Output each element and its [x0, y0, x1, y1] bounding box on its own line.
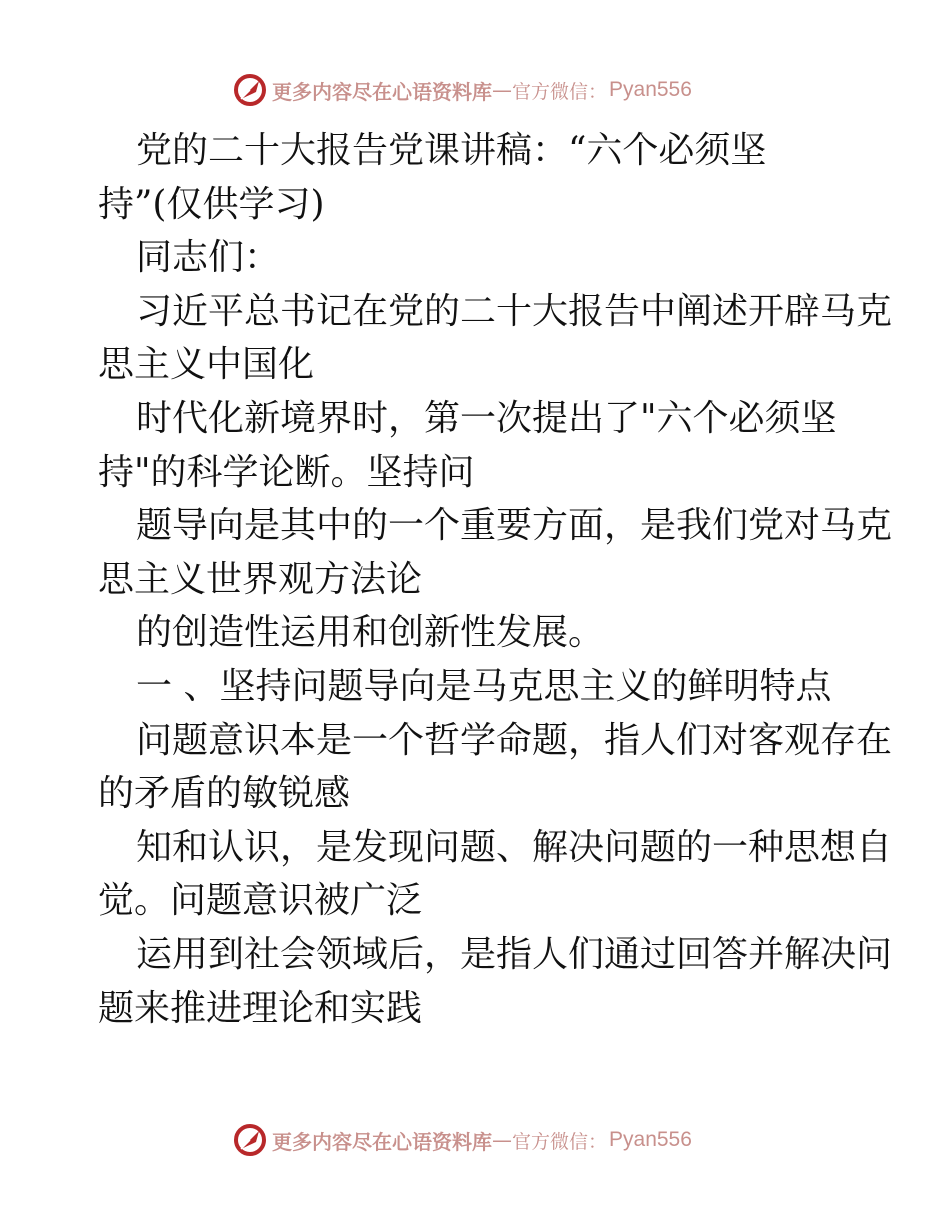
paragraph-line: 知和认识，是发现问题、解决问题的一种思想自: [136, 826, 893, 868]
paragraph-line: 的矛盾的敏锐感: [98, 773, 351, 815]
banner-wechat-label: 官方微信：: [512, 1130, 608, 1153]
paragraph-line: 题导向是其中的一个重要方面，是我们党对马克: [136, 505, 893, 547]
paragraph-line: 习近平总书记在党的二十大报告中阐述开辟马克: [136, 290, 893, 332]
title-line-2: 持”(仅供学习): [98, 183, 325, 225]
paragraph-line: 的创造性运用和创新性发展。: [136, 612, 605, 654]
banner-wechat-id: Pyan556: [609, 78, 692, 101]
paragraph-line: 题来推进理论和实践: [98, 987, 423, 1029]
footer-banner: [232, 1120, 712, 1160]
paragraph-line: 持"的科学论断。坚持问: [98, 451, 475, 493]
paragraph-line: 思主义中国化: [98, 344, 315, 386]
document-body: [98, 124, 893, 1035]
salutation: 同志们：: [136, 237, 281, 279]
header-banner: [232, 70, 712, 110]
banner-brand-text: 更多内容尽在心语资料库: [272, 1129, 492, 1154]
quill-pen-logo-icon: [232, 72, 268, 108]
paragraph-line: 觉。问题意识被广泛: [98, 880, 423, 922]
quill-pen-logo-icon: [232, 1122, 268, 1158]
banner-separator: —: [492, 1128, 512, 1152]
paragraph-line: 思主义世界观方法论: [98, 558, 423, 600]
banner-brand-text: 更多内容尽在心语资料库: [272, 79, 492, 104]
banner-wechat-id: Pyan556: [609, 1128, 692, 1151]
title-line-1: 党的二十大报告党课讲稿：“六个必须坚: [136, 130, 767, 171]
banner-separator: —: [492, 78, 512, 102]
banner-wechat-label: 官方微信：: [512, 80, 608, 103]
paragraph-line: 运用到社会领域后，是指人们通过回答并解决问: [136, 933, 893, 975]
section-heading: 一 、坚持问题导向是马克思主义的鲜明特点: [136, 665, 832, 707]
paragraph-line: 时代化新境界时，第一次提出了"六个必须坚: [136, 397, 837, 439]
paragraph-line: 问题意识本是一个哲学命题，指人们对客观存在: [136, 719, 893, 761]
